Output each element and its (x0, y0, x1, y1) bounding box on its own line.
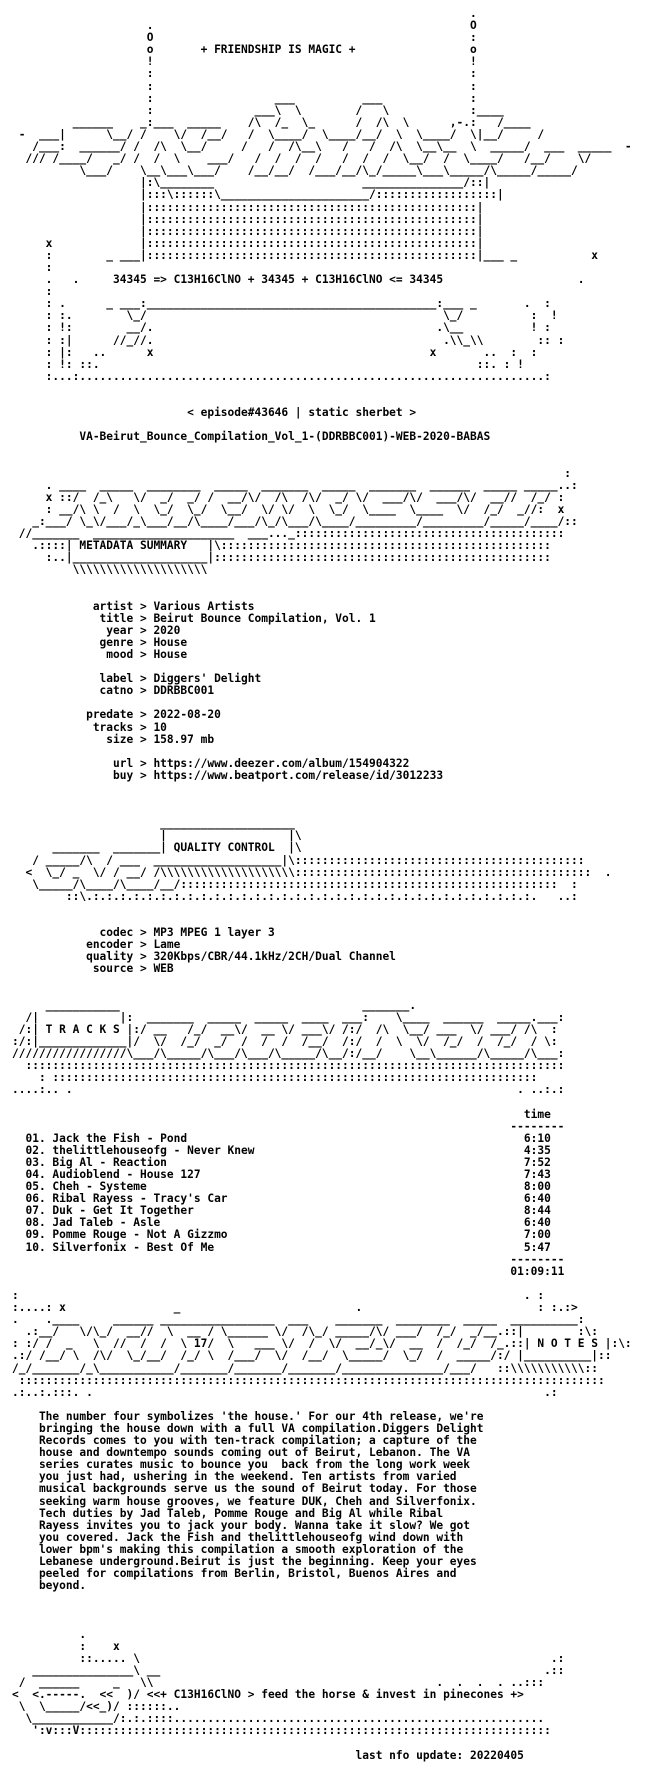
nfo-line: ':v:::V:::::::::::::::::::::::::::::::::::::::::::::::::::::::::::::::::::::: (12, 1724, 551, 1738)
nfo-line: musical backgrounds serve us the sound of Beirut today. For those (12, 1482, 477, 1496)
nfo-line (12, 589, 632, 601)
nfo-line: ____________________ (12, 817, 295, 831)
nfo-line (12, 1616, 632, 1628)
nfo-line: x ::/ /_\ \/ _/ _/ / __/\/ /\ /\/ _/ \/ ___/\/ ___/\/ __// /_/ : (12, 490, 565, 504)
nfo-line: url > https://www.deezer.com/album/154904322 (12, 756, 410, 770)
nfo-line: 08. Jad Taleb - Asle 6:40 (12, 1216, 551, 1230)
nfo-line: bringing the house down with a full VA compilation.Diggers Delight (12, 1421, 484, 1435)
nfo-line: seeking warm house grooves, we feature DUK, Cheh and Silverfonix. (12, 1494, 477, 1508)
nfo-line: ! ! (12, 55, 477, 69)
nfo-line: : ___\ \ / \ :____ (12, 103, 504, 117)
nfo-line: : :::::::::::::::::::::::::::::::::::::::::::::::::::::::::::::::::::::::: (12, 1071, 538, 1085)
nfo-line: Rayess invites you to jack your body. Wanna take it slow? We got (12, 1518, 471, 1532)
nfo-line: ....:.. . . ..:.: (12, 1083, 565, 1097)
nfo-line: : !: ::. ::. : ! (12, 357, 524, 371)
nfo-line: last nfo update: 20220405 (12, 1748, 524, 1762)
nfo-line: 02. thelittlehouseofg - Never Knew 4:35 (12, 1143, 551, 1157)
nfo-line: .::::| METADATA SUMMARY |\::::::::::::::::::::::::::::::::::::::::::::::::: (12, 539, 551, 553)
nfo-line: : __/\ \ / \ \_/ \_/ \__/ \/ \/ \ \_/ \____ \____ \/ /_/ _//: x (12, 502, 565, 516)
nfo-line: you covered. Jack the Fish and thelittlehouseofg wind down with (12, 1530, 464, 1544)
nfo-line: buy > https://www.beatport.com/release/id/3012233 (12, 768, 444, 782)
nfo-line (12, 383, 632, 395)
nfo-line: -------- (12, 1119, 565, 1133)
nfo-line: .:..:.:::. . .: (12, 1385, 558, 1399)
nfo-line (12, 455, 632, 467)
nfo-line: : (12, 466, 572, 480)
nfo-line: predate > 2022-08-20 (12, 708, 221, 722)
nfo-line: :....: x _ . : :.:> (12, 1301, 578, 1315)
nfo-line: . .____ ______ _________________ ___ _______ ________ _____ __________: (12, 1313, 585, 1327)
nfo-line: encoder > Lame (12, 938, 181, 952)
nfo-line: 01:09:11 (12, 1264, 565, 1278)
nfo-line: | |\ (12, 829, 302, 843)
nfo-line: Lebanese underground.Beirut is just the beginning. Keep your eyes (12, 1555, 477, 1568)
nfo-line: : :| //_//. .\\_\\ :: : (12, 333, 565, 347)
nfo-line: lower bpm's making this compilation a smooth exploration of the (12, 1542, 464, 1556)
nfo-line: 03. Big Al - Reaction 7:52 (12, 1155, 551, 1169)
nfo-line: quality > 320Kbps/CBR/44.1kHz/2CH/Dual Channel (12, 950, 396, 964)
nfo-line: series curates music to bounce you back from the long work week (12, 1458, 471, 1472)
nfo-line (12, 1592, 632, 1604)
nfo-line: /////////////////\___/\_____/\___/\___/\_____/\__/:/__/ \__\______/\_____/\___: (12, 1047, 565, 1061)
nfo-line: o + FRIENDSHIP IS MAGIC + o (12, 43, 477, 57)
nfo-line: / ______ _ \\ . . . . ..::: (12, 1675, 545, 1689)
nfo-line: . (12, 1627, 87, 1641)
nfo-line: peeled for compilations from Berlin, Bristol, Buenos Aires and (12, 1567, 457, 1581)
nfo-line: : : (12, 79, 477, 93)
nfo-line: genre > House (12, 635, 188, 649)
nfo-line: label > Diggers' Delight (12, 672, 262, 686)
nfo-line: ::\.:.:.:.:.:.:.:.:.:.:.:.:.:.:.:.:.:.:.:.:.:.:.:.:.:.:.:.:.:.:.:.:.:. ..: (12, 889, 578, 903)
nfo-line: : . _ ___:___________________________________________:___ _ . : (12, 297, 551, 311)
nfo-line: /// /____/ _/ / / \ ___/ / / / / / / / \__/ / \____/ /__/ \/ (12, 152, 592, 166)
nfo-line: x |:::::::::::::::::::::::::::::::::::::::::::::::::| (12, 236, 484, 250)
nfo-document (12, 8, 632, 1762)
nfo-line: < episode#43646 | static sherbet > (12, 406, 417, 420)
nfo-line: mood > House (12, 647, 188, 661)
nfo-line: : (12, 285, 53, 299)
nfo-line: |:\________ _______________/::| (12, 176, 491, 190)
nfo-line: : (12, 260, 53, 274)
nfo-line: time (12, 1107, 551, 1121)
nfo-line: .:/ /__/ \ /\/ \_/__/ /_/ \ /___/ \/ /__/ \_____/ \_/ / _____/:/ |__________|:: (12, 1349, 612, 1363)
nfo-line: tracks > 10 (12, 720, 167, 734)
nfo-line: /_/_______/_\___________/_______/_______/_______/_______________/___/ ::\\\\\\\\\\\:: (12, 1361, 598, 1375)
nfo-line: 10. Silverfonix - Best Of Me 5:47 (12, 1240, 551, 1254)
nfo-line (12, 1604, 632, 1616)
nfo-line: title > Beirut Bounce Compilation, Vol. 1 (12, 611, 376, 625)
nfo-line: :..|____________________|:::::::::::::::::::::::::::::::::::::::::::::::::: (12, 551, 551, 565)
nfo-line: : : (12, 67, 477, 81)
nfo-line: :/:|_____________|/ \/ /_/ _/ / / / /__/ /:/ / \ \/ /_/ / /_/ / \: (12, 1034, 558, 1048)
nfo-line: |:::::::::::::::::::::::::::::::::::::::::::::::::| (12, 224, 484, 238)
nfo-line (12, 976, 632, 988)
nfo-line (12, 443, 632, 455)
nfo-line: The number four symbolizes 'the house.' For our 4th release, we're (12, 1409, 484, 1423)
nfo-line: 04. Audioblend - House 127 7:43 (12, 1168, 551, 1181)
nfo-line: \___/ \__\___\___/ /__/__/ /___/__/\_/_____\___\_____/\_____/_____/ (12, 164, 578, 178)
nfo-line: ::..... \ .: (12, 1651, 565, 1665)
nfo-line: beyond. (12, 1579, 87, 1593)
nfo-line (12, 576, 632, 588)
nfo-line: \ \_____/<<_)/ ::::::.. (12, 1700, 181, 1714)
nfo-line: :::::::::::::::::::::::::::::::::::::::::::::::::::::::::::::::::::::::::::::::: (12, 1059, 565, 1073)
nfo-line (12, 746, 632, 758)
nfo-line: 07. Duk - Get It Together 8:44 (12, 1204, 551, 1218)
nfo-line: . (12, 7, 477, 20)
nfo-line: O : (12, 31, 477, 45)
nfo-line: 06. Ribal Rayess - Tracy's Car 6:40 (12, 1192, 551, 1206)
nfo-line: 01. Jack the Fish - Pond 6:10 (12, 1131, 551, 1145)
nfo-line: house and downtempo sounds coming out of Beirut, Lebanon. The VA (12, 1446, 471, 1460)
nfo-line: size > 158.97 mb (12, 732, 215, 746)
nfo-line: /___: ______/ / /\ \__/ / / /\__\ / / /\ \__\__ \ _____/ ___ _____ - (12, 140, 632, 154)
nfo-line: \____________/:.:.::::....................................................... (12, 1712, 545, 1726)
nfo-line: / _____/\ / ___ ___________________|\::::::::::::::::::::::::::::::::::::::::::: (12, 853, 585, 867)
nfo-line: : x (12, 1639, 120, 1653)
nfo-line: : |: .. x x .. : : (12, 345, 538, 359)
nfo-line: |:::::::::::::::::::::::::::::::::::::::::::::::::| (12, 200, 484, 214)
nfo-line: : _ ___|:::::::::::::::::::::::::::::::::::::::::::::::::|___ _ x (12, 248, 598, 262)
nfo-line: \\\\\\\\\\\\\\\\\\\\ (12, 563, 208, 577)
nfo-line (12, 794, 632, 806)
nfo-line: - ___| \__/ / \/ /__/ / \____/ \____/__/ \ \____/ \|__/ / (12, 127, 545, 141)
nfo-line: ______ _:___ _____ /\ /_ \_ / /\ \ ,-.: /____ (12, 115, 531, 129)
nfo-line: year > 2020 (12, 623, 181, 637)
nfo-line: source > WEB (12, 962, 174, 976)
nfo-line: :...:.....................................................................: (12, 369, 551, 383)
nfo-line: 05. Cheh - Systeme 8:00 (12, 1180, 551, 1194)
nfo-line: : :. \_/ \_/ : ! (12, 309, 558, 323)
nfo-line: 09. Pomme Rouge - Not A Gizzmo 7:00 (12, 1228, 551, 1242)
nfo-line (12, 782, 632, 794)
nfo-line: : . : (12, 1288, 545, 1302)
nfo-line: _:___/ \_\/___/_\___/__/\____/___/\_/\___/\____/_________/_________/_____/____/:: (12, 514, 578, 528)
nfo-line: : ___ ___ : (12, 91, 477, 105)
nfo-line: . O (12, 19, 477, 33)
nfo-line: VA-Beirut_Bounce_Compilation_Vol_1-(DDRBBC001)-WEB-2020-BABAS (12, 430, 491, 444)
nfo-line: ::::::::::::::::::::::::::::::::::::::::::::::::::::::::::::::::::::::::::::::::::::::: (12, 1373, 605, 1387)
nfo-line: |:::::::::::::::::::::::::::::::::::::::::::::::::| (12, 212, 484, 226)
nfo-line: //_______ _____________________ ___..._:::::::::::::::::::::::::::::::::::::::: (12, 527, 565, 541)
nfo-line: codec > MP3 MPEG 1 layer 3 (12, 926, 275, 940)
nfo-line: _______________\ __ .:: (12, 1663, 565, 1677)
nfo-line: \_____/\____/\____/__/:::::::::::::::::::::::::::::::::::::::::::::::::::::::: : (12, 877, 578, 891)
nfo-line: : :/ / _ \ // / / \ 17/ \ ___ \/ / \/ __/_\/ __ / /_/ /_.::| N O T E S |:\: (12, 1337, 632, 1351)
nfo-line: : !: __/. .\__ ! : (12, 321, 551, 335)
nfo-line (12, 1096, 632, 1108)
nfo-line: < \_/ _ \/ / __/ /\\\\\\\\\\\\\\\\\\\\:::::::::::::::::::::::::::::::::::::::::::: . (12, 865, 612, 879)
nfo-line: you just had, ushering in the weekend. Ten artists from varied (12, 1470, 457, 1484)
nfo-line: _______ _______| QUALITY CONTROL |\ (12, 841, 302, 855)
nfo-line: /| |: _______ _____ _____ ____ ___: \____ ______ _____.___: (12, 1010, 565, 1024)
nfo-line: Records comes to you with ten-track compilation; a capture of the (12, 1434, 477, 1448)
nfo-line: |:::\::::::\______________________/::::::::::::::::::| (12, 188, 504, 202)
nfo-line: artist > Various Artists (12, 599, 255, 613)
nfo-line (12, 903, 632, 915)
nfo-line: -------- (12, 1252, 565, 1266)
nfo-line: . . 34345 => C13H16ClNO + 34345 + C13H16ClNO <= 34345 . (12, 273, 585, 287)
nfo-line: .:__/ \/\_/ __// \ __ / \______ \/ /\_/ _____/\/ ___/ /_/ _/__.::| :\: (12, 1325, 598, 1339)
nfo-line: /:| T R A C K S |:/ __ /_/ __\/ __ \/ ___\/ /:/ /\ \__/ ___ \/ ___/ /\ : (12, 1022, 558, 1036)
nfo-line: . ____ _____ ________ _____ _______ _____ _______ ______ _____ _____..: (12, 478, 578, 492)
nfo-line (12, 988, 632, 1000)
nfo-line: catno > DDRBBC001 (12, 684, 215, 698)
nfo-line: < <.-----. << )/ <<+ C13H16ClNO > feed the horse & invest in pinecones +> (12, 1688, 524, 1702)
nfo-line (12, 1737, 632, 1749)
nfo-line: Tech duties by Jad Taleb, Pomme Rouge and Big Al while Ribal (12, 1506, 444, 1520)
nfo-line: ___________ _______. (12, 998, 417, 1012)
